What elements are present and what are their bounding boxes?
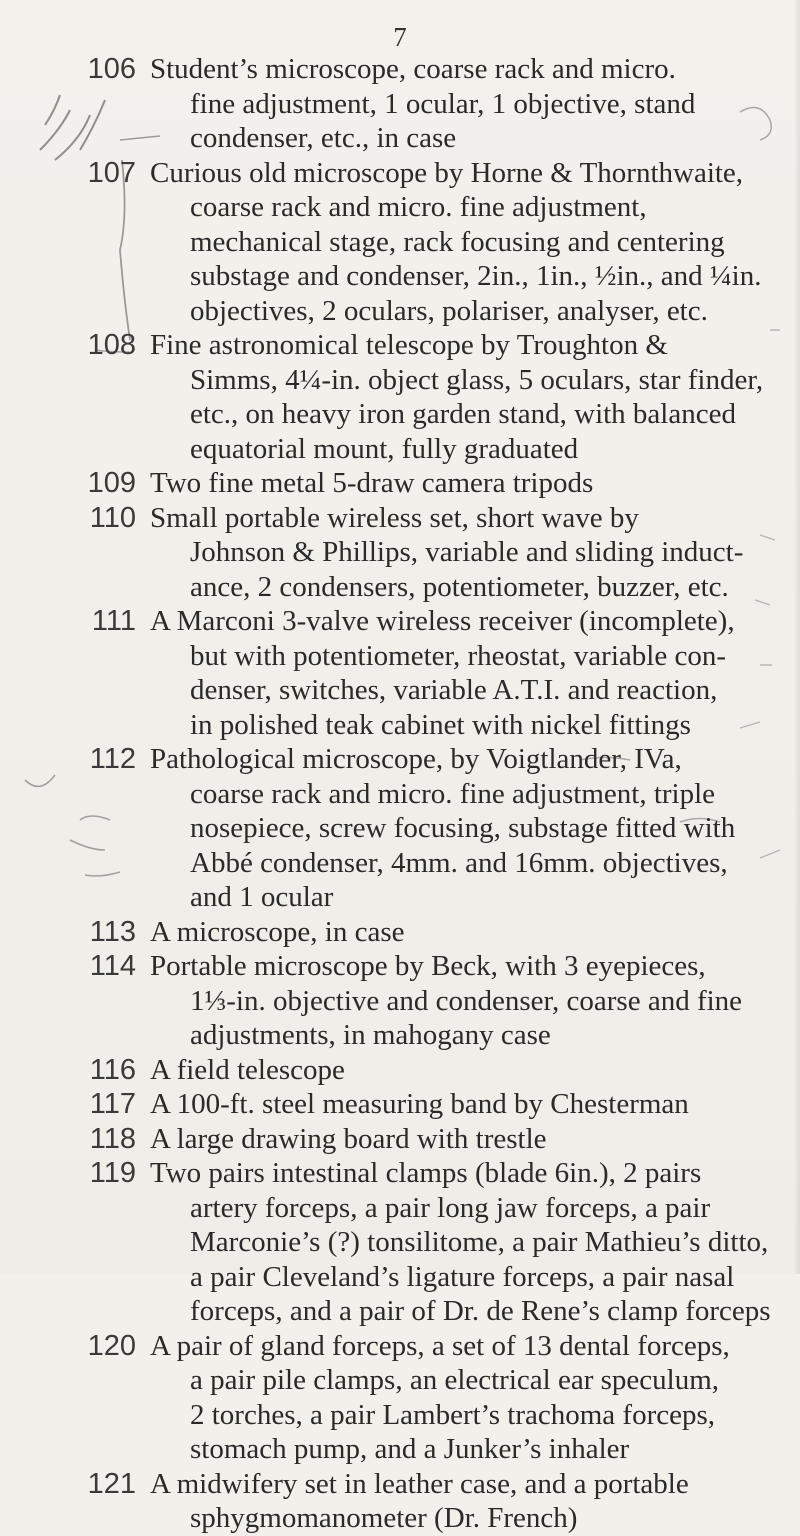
lot-line: Small portable wireless set, short wave by (150, 501, 639, 534)
lot-107 (0, 156, 800, 329)
lot-line: 2 torches, a pair Lambert’s trachoma forceps, (190, 1398, 716, 1431)
lot-line: Marconie’s (?) tonsilitome, a pair Mathieu’s ditto, (190, 1226, 769, 1258)
lot-119 (0, 1156, 800, 1329)
lot-line: A field telescope (150, 1053, 345, 1086)
lot-line: forceps, and a pair of Dr. de Rene’s clamp forceps (190, 1295, 771, 1327)
lot-line: equatorial mount, fully graduated (190, 432, 579, 465)
lot-line: Simms, 4¼-in. object glass, 5 oculars, star finder, (190, 363, 764, 396)
lot-description (150, 1087, 800, 1122)
lot-line: Fine astronomical telescope by Troughton & (150, 329, 668, 361)
lot-number: 112 (89, 743, 136, 775)
lot-116 (0, 1053, 800, 1088)
lot-line: substage and condenser, 2in., 1in., ½in., and ¼in. (190, 260, 762, 292)
lot-line: Pathological microscope, by Voigtlander, IVa, (150, 743, 682, 775)
lot-number: 114 (89, 950, 136, 982)
lot-111 (0, 604, 800, 742)
lot-114 (0, 949, 800, 1053)
lot-line: A midwifery set in leather case, and a portable (150, 1467, 689, 1500)
lot-number: 109 (87, 467, 136, 499)
lot-line: ance, 2 condensers, potentiometer, buzzer, etc. (190, 570, 729, 603)
lot-117 (0, 1087, 800, 1122)
lot-line: A pair of gland forceps, a set of 13 dental forceps, (150, 1329, 730, 1362)
lot-description (150, 915, 800, 950)
lot-number: 117 (89, 1088, 136, 1120)
lot-description (150, 604, 800, 742)
lot-line: Two pairs intestinal clamps (blade 6in.), 2 pairs (150, 1157, 702, 1189)
lot-line: and 1 ocular (190, 881, 334, 913)
lot-number: 111 (91, 605, 136, 637)
lot-line: adjustments, in mahogany case (190, 1019, 551, 1051)
lot-description (150, 156, 800, 329)
lot-description (150, 466, 800, 501)
lot-number: 116 (89, 1053, 136, 1086)
lot-line: Portable microscope by Beck, with 3 eyepieces, (150, 950, 706, 982)
lot-description (150, 501, 800, 605)
lot-line: Two fine metal 5-draw camera tripods (150, 467, 594, 499)
lot-line: objectives, 2 oculars, polariser, analyser, etc. (190, 294, 708, 327)
lot-number: 113 (89, 915, 136, 948)
lot-106 (0, 52, 800, 156)
lot-110 (0, 501, 800, 605)
lot-number: 106 (87, 53, 136, 85)
lot-description (150, 328, 800, 466)
lot-line: denser, switches, variable A.T.I. and reaction, (190, 674, 718, 706)
lot-line: artery forceps, a pair long jaw forceps, a pair (190, 1191, 711, 1224)
lot-number: 119 (89, 1157, 136, 1189)
lot-line: condenser, etc., in case (190, 122, 457, 154)
lot-number: 108 (87, 329, 136, 361)
lot-number: 110 (89, 501, 136, 534)
lot-line: Abbé condenser, 4mm. and 16mm. objectives, (190, 846, 728, 879)
lot-120 (0, 1329, 800, 1467)
lot-line: Johnson & Phillips, variable and sliding induct- (190, 536, 744, 568)
lot-108 (0, 328, 800, 466)
lot-line: A Marconi 3-valve wireless receiver (incomplete), (150, 605, 735, 637)
lot-118 (0, 1122, 800, 1157)
lot-109 (0, 466, 800, 501)
lot-description (150, 52, 800, 156)
lot-description (150, 1156, 800, 1329)
lot-line: a pair pile clamps, an electrical ear speculum, (190, 1364, 719, 1396)
lot-number: 118 (89, 1122, 136, 1155)
lot-line: etc., on heavy iron garden stand, with balanced (190, 398, 736, 430)
lot-line: 1⅓-in. objective and condenser, coarse and fine (190, 984, 743, 1017)
lot-line: A 100-ft. steel measuring band by Chesterman (150, 1088, 689, 1120)
lot-line: coarse rack and micro. fine adjustment, triple (190, 777, 716, 810)
lot-description (150, 1053, 800, 1088)
page-number: 7 (393, 22, 407, 52)
lot-line: in polished teak cabinet with nickel fittings (190, 708, 691, 741)
lot-line: nosepiece, screw focusing, substage fitted with (190, 812, 736, 844)
lot-number: 121 (87, 1467, 136, 1500)
lot-line: Curious old microscope by Horne & Thornthwaite, (150, 156, 744, 189)
lot-121 (0, 1467, 800, 1536)
lot-113 (0, 915, 800, 950)
lot-line: sphygmomanometer (Dr. French) (190, 1502, 578, 1534)
lot-line: but with potentiometer, rheostat, variable con- (190, 639, 726, 672)
lot-line: A microscope, in case (150, 915, 405, 948)
lot-number: 107 (87, 156, 136, 189)
lot-line: stomach pump, and a Junker’s inhaler (190, 1433, 630, 1465)
lot-list (0, 52, 800, 1536)
lot-112 (0, 742, 800, 915)
lot-line: Student’s microscope, coarse rack and micro. (150, 53, 676, 85)
lot-description (150, 1467, 800, 1536)
lot-line: mechanical stage, rack focusing and centering (190, 225, 725, 258)
lot-description (150, 1329, 800, 1467)
lot-line: A large drawing board with trestle (150, 1122, 547, 1155)
lot-line: fine adjustment, 1 ocular, 1 objective, stand (190, 87, 696, 120)
lot-line: a pair Cleveland’s ligature forceps, a pair nasal (190, 1260, 735, 1293)
lot-description (150, 949, 800, 1053)
lot-description (150, 1122, 800, 1157)
lot-line: coarse rack and micro. fine adjustment, (190, 191, 647, 223)
lot-number: 120 (87, 1329, 136, 1362)
lot-description (150, 742, 800, 915)
